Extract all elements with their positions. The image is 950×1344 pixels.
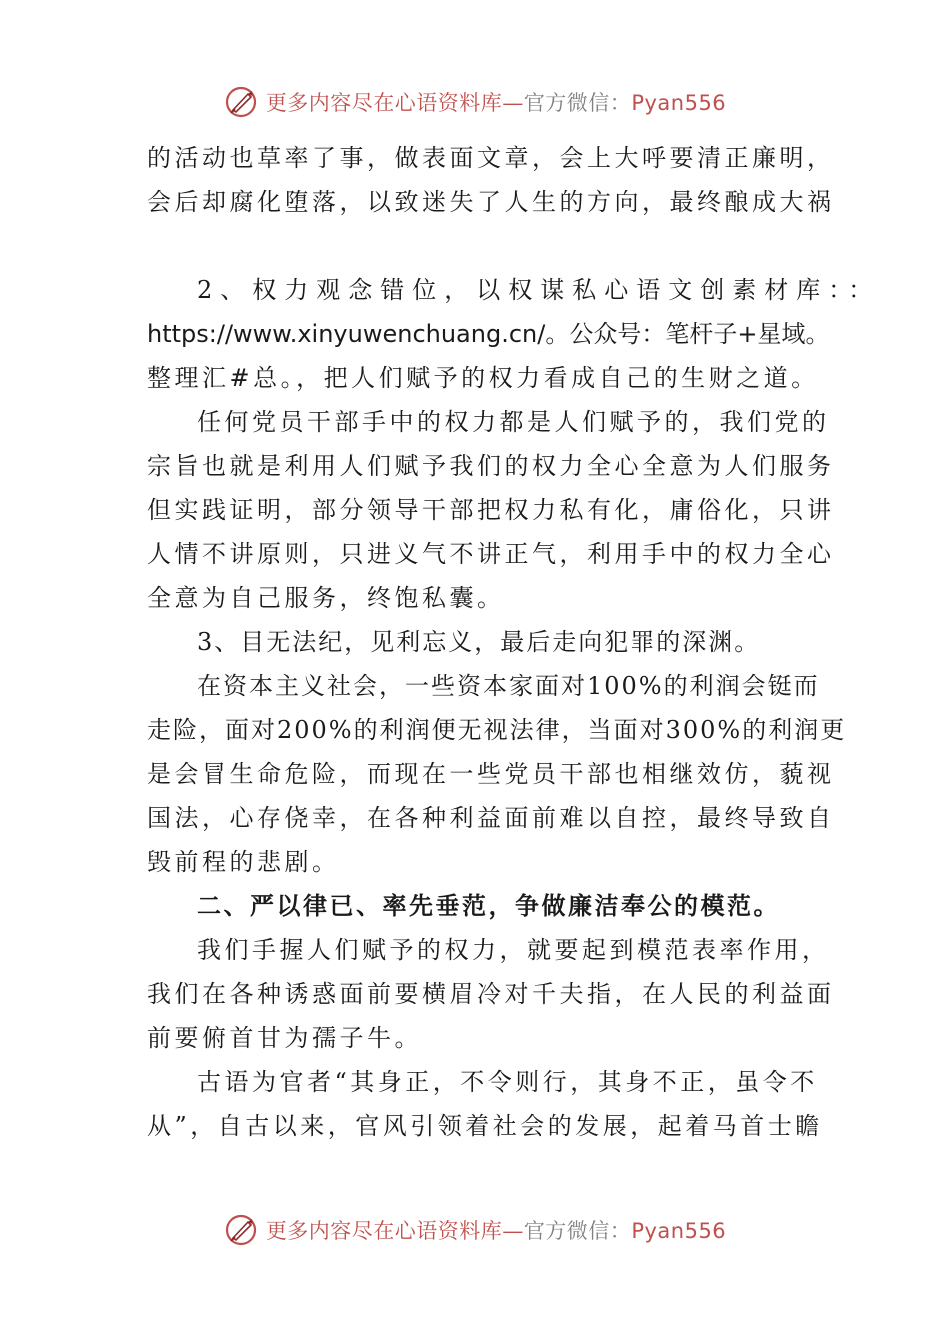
banner-main: 更多内容尽在心语资料库 [265, 1219, 503, 1243]
text-line: 国法，心存侥幸，在各种利益面前难以自控，最终导致自 [147, 804, 835, 832]
text-line: 的活动也草率了事，做表面文章，会上大呼要清正廉明， [147, 144, 835, 172]
banner-text [266, 1215, 726, 1245]
url-line: https://www.xinyuwenchuang.cn/。公众号：笔杆子+星域。 [147, 320, 830, 348]
banner-main: 更多内容尽在心语资料库 [265, 91, 503, 115]
banner-wechat-id: Pyan556 [631, 91, 727, 115]
text-line: 我们在各种诱惑面前要横眉冷对千夫指，在人民的利益面 [147, 980, 835, 1008]
banner-separator: — [502, 1219, 524, 1243]
text-line: 人情不讲原则，只进义气不讲正气，利用手中的权力全心 [147, 540, 835, 568]
document-body [147, 136, 881, 1148]
text-line: 走险，面对200%的利润便无视法律，当面对300%的利润更 [147, 716, 847, 744]
text-line: 但实践证明，部分领导干部把权力私有化，庸俗化，只讲 [147, 496, 835, 524]
text-line: 宗旨也就是利用人们赋予我们的权力全心全意为人们服务 [147, 452, 835, 480]
section-heading-bold: 二、严以律已、率先垂范，争做廉洁奉公的模范。 [197, 891, 780, 920]
section-heading: 3、目无法纪，见利忘义，最后走向犯罪的深渊。 [197, 628, 761, 656]
text-line: 古语为官者“其身正，不令则行，其身不正，虽令不 [197, 1068, 818, 1096]
text-line: 整理汇#总。，把人们赋予的权力看成自己的生财之道。 [147, 364, 819, 392]
text-line: 我们手握人们赋予的权力，就要起到模范表率作用， [197, 936, 830, 964]
banner-separator: — [502, 91, 524, 115]
quill-logo-icon [224, 1213, 258, 1247]
text-line: 会后却腐化堕落，以致迷失了人生的方向，最终酿成大祸 [147, 188, 835, 216]
text-line: 毁前程的悲剧。 [147, 848, 340, 876]
text-line: 任何党员干部手中的权力都是人们赋予的，我们党的 [197, 408, 830, 436]
footer-banner [0, 1210, 950, 1250]
text-line: 全意为自己服务，终饱私囊。 [147, 584, 505, 612]
text-line: 从”，自古以来，官风引领着社会的发展，起着马首士瞻 [147, 1112, 823, 1140]
text-line: 在资本主义社会，一些资本家面对100%的利润会铤而 [197, 672, 820, 700]
text-line: 前要俯首甘为孺子牛。 [147, 1024, 422, 1052]
banner-official: 官方微信： [523, 91, 632, 115]
text-line: 是会冒生命危险，而现在一些党员干部也相继效仿，藐视 [147, 760, 835, 788]
banner-text [266, 87, 726, 117]
banner-wechat-id: Pyan556 [631, 1219, 727, 1243]
banner-official: 官方微信： [523, 1219, 632, 1243]
quill-logo-icon [224, 85, 258, 119]
section-heading: 2、权力观念错位，以权谋私心语文创素材库：： [197, 276, 881, 304]
header-banner [0, 82, 950, 122]
